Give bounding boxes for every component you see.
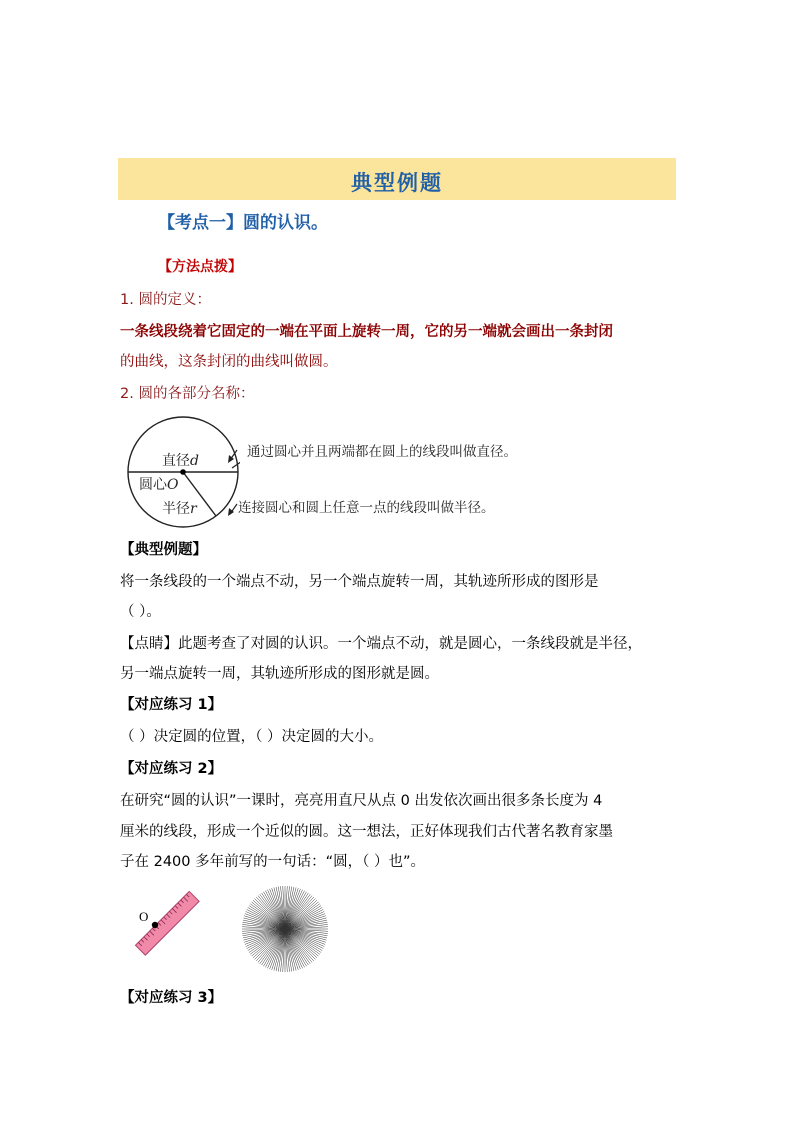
- point-o-label: O: [139, 909, 149, 924]
- example-line-1: 将一条线段的一个端点不动，另一个端点旋转一周，其轨迹所形成的图形是: [120, 574, 599, 590]
- radial-lines-illustration: [240, 884, 330, 974]
- radius-label: 半径r: [162, 501, 197, 517]
- radius-note: 连接圆心和圆上任意一点的线段叫做半径。: [238, 500, 495, 516]
- comment-line-1: 【点睛】此题考查了对圆的认识。一个端点不动，就是圆心，一条线段就是半径，: [120, 636, 642, 652]
- center-label: 圆心O: [139, 477, 179, 493]
- section-banner: [118, 158, 676, 200]
- example-heading: 【典型例题】: [120, 542, 207, 558]
- banner-title: 典型例题: [351, 171, 443, 195]
- center-point: [180, 469, 186, 475]
- method-heading: 【方法点拨】: [158, 259, 242, 275]
- practice3-heading: 【对应练习 3】: [120, 990, 223, 1006]
- practice2-heading: 【对应练习 2】: [120, 761, 223, 777]
- practice1-line-1: （ ）决定圆的位置，（ ）决定圆的大小。: [120, 729, 383, 745]
- definition-heading: 1. 圆的定义：: [120, 292, 211, 308]
- definition-line-1: 一条线段绕着它固定的一端在平面上旋转一周，它的另一端就会画出一条封闭: [120, 324, 613, 340]
- definition-line-2: 的曲线，这条封闭的曲线叫做圆。: [120, 354, 338, 370]
- practice2-line-2: 厘米的线段，形成一个近似的圆。这一想法，正好体现我们古代著名教育家墨: [120, 824, 613, 840]
- section-title: 【考点一】圆的认识。: [158, 213, 328, 233]
- diameter-note: 通过圆心并且两端都在圆上的线段叫做直径。: [247, 444, 517, 460]
- example-line-2: （ ）。: [120, 604, 161, 620]
- diameter-label: 直径d: [162, 453, 199, 469]
- ruler-illustration: [130, 884, 200, 964]
- ruler-start-point: [152, 922, 158, 928]
- comment-line-2: 另一端点旋转一周，其轨迹所形成的图形就是圆。: [120, 666, 439, 682]
- practice1-heading: 【对应练习 1】: [120, 697, 223, 713]
- parts-heading: 2. 圆的各部分名称：: [120, 386, 255, 402]
- practice2-line-3: 子在 2400 多年前写的一句话：“圆，（ ）也”。: [120, 854, 426, 870]
- practice2-line-1: 在研究“圆的认识”一课时，亮亮用直尺从点 0 出发依次画出很多条长度为 4: [120, 793, 603, 809]
